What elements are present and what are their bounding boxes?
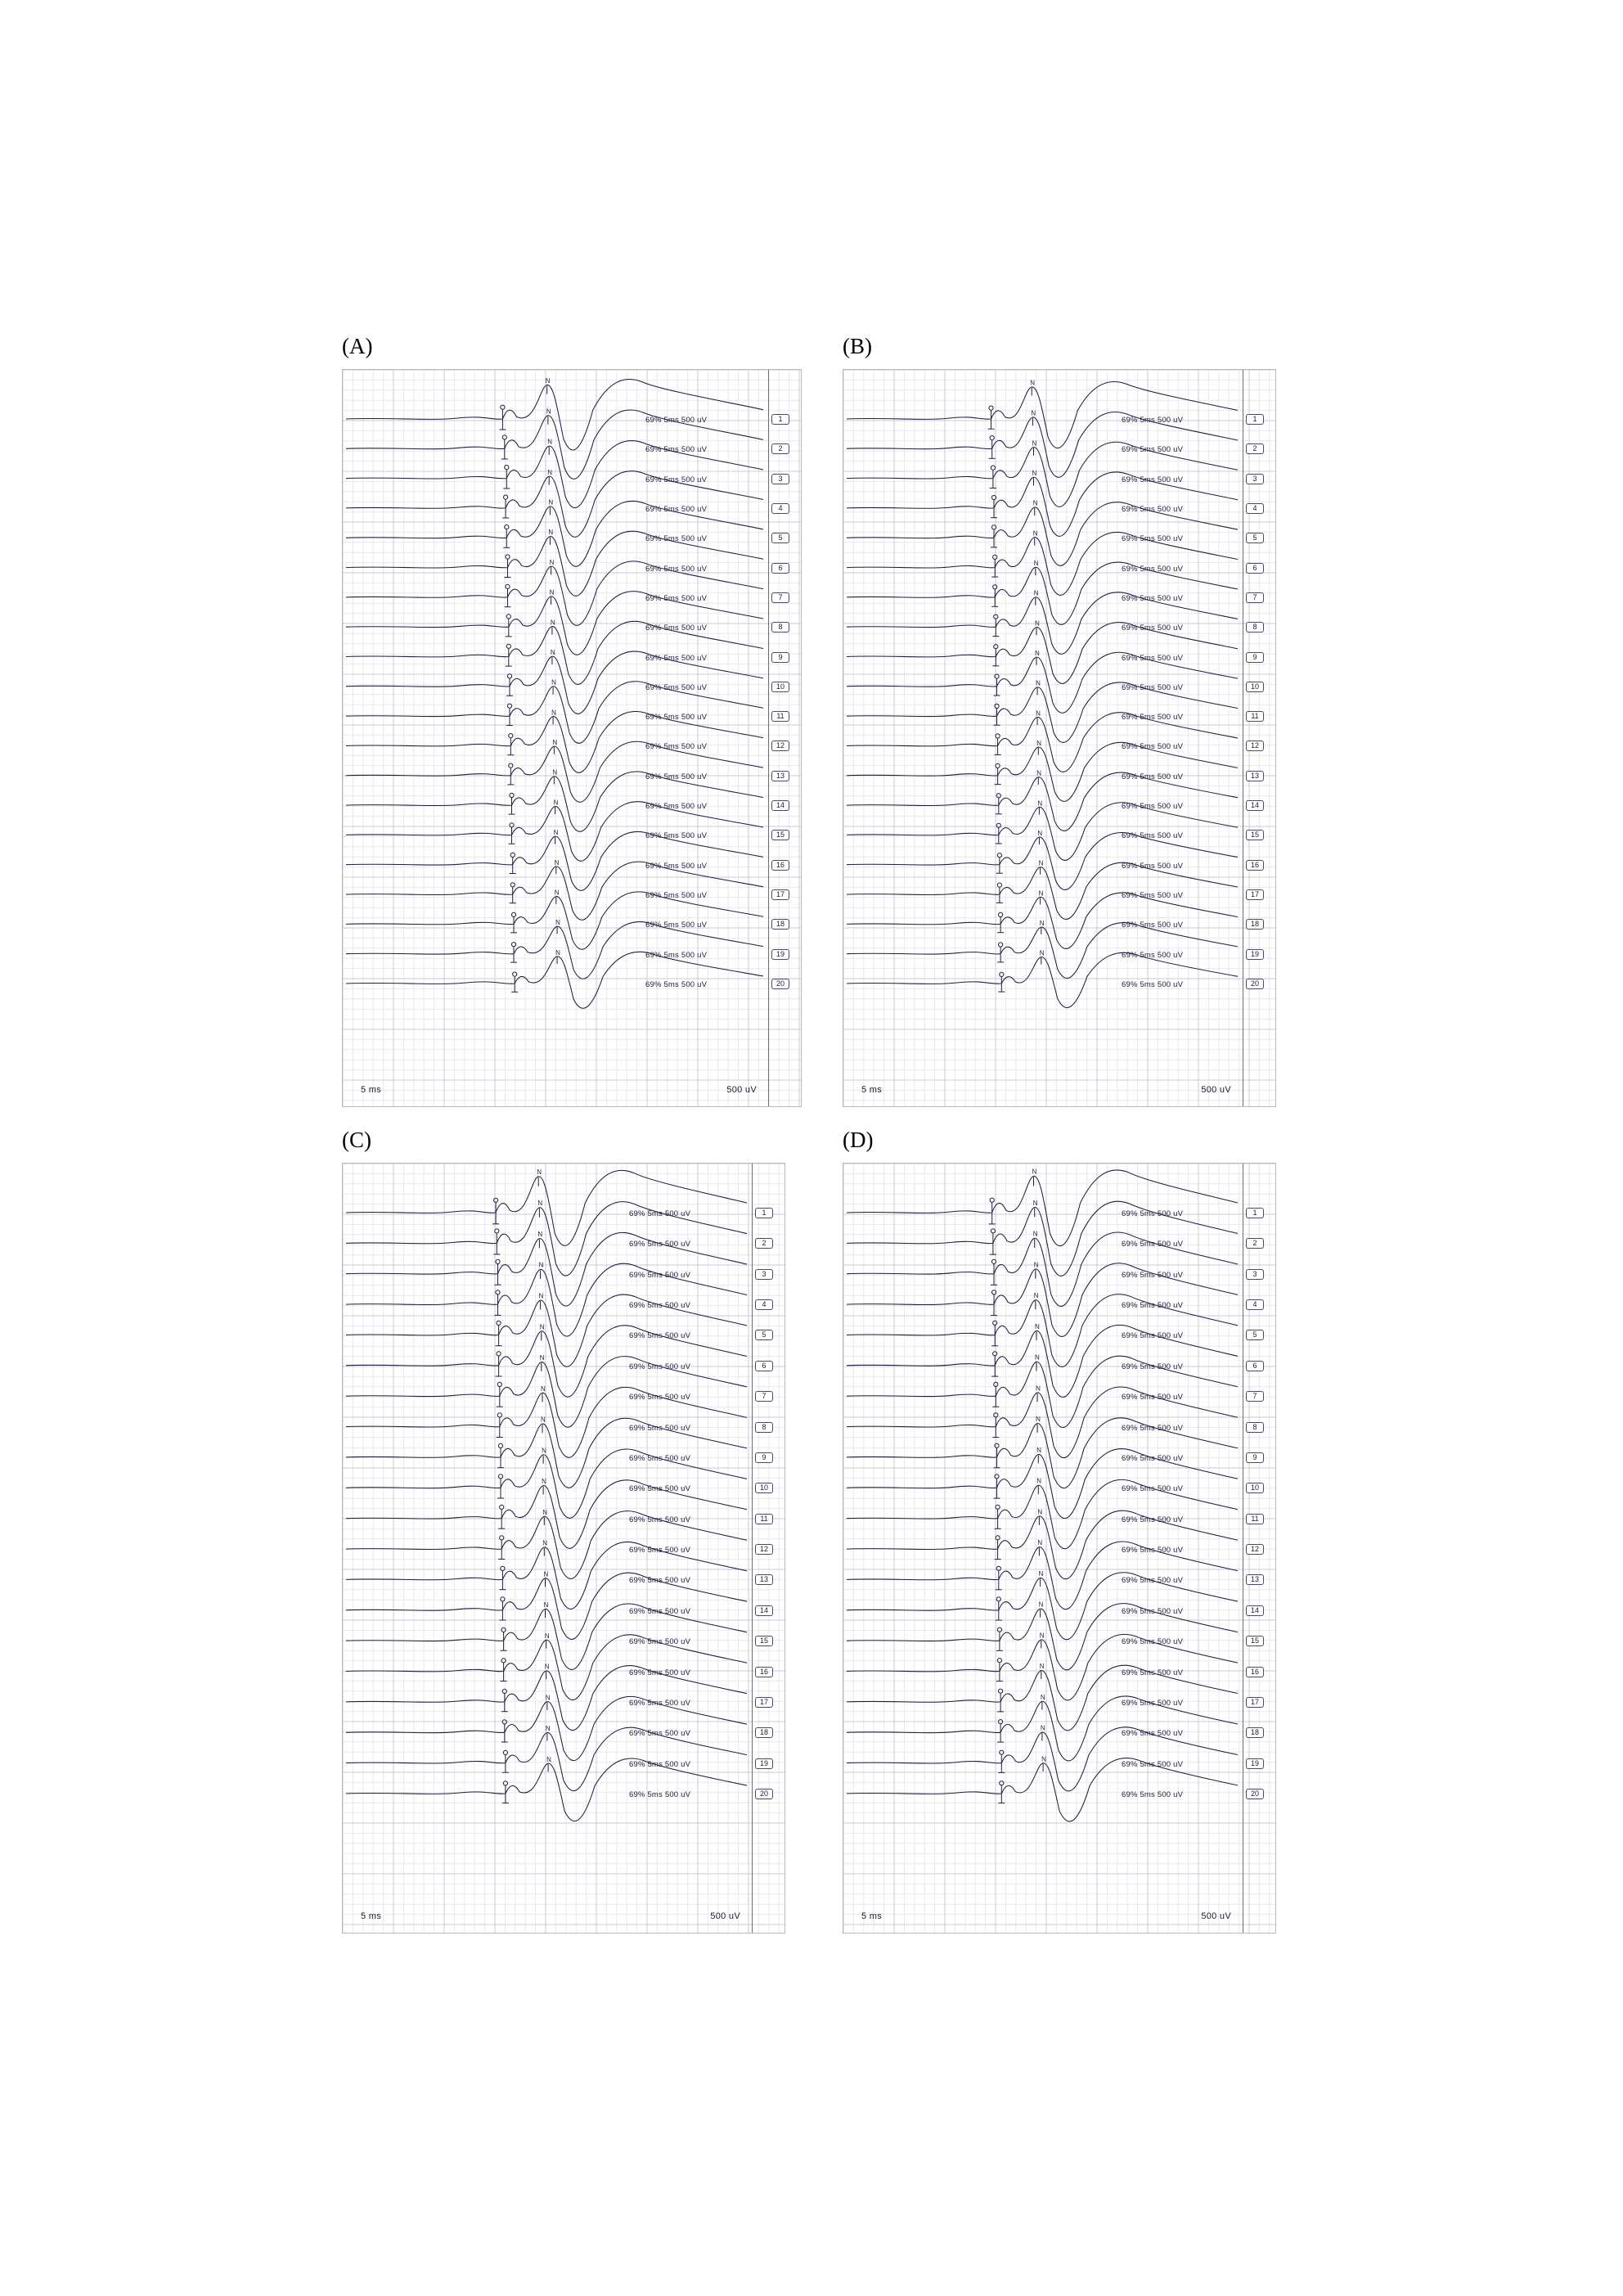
channel-label[interactable]: 2: [771, 443, 789, 454]
channel-label[interactable]: 19: [1246, 949, 1264, 960]
svg-text:N: N: [1033, 1261, 1039, 1269]
channel-label[interactable]: 19: [1246, 1758, 1264, 1769]
channel-label[interactable]: 17: [1246, 1697, 1264, 1708]
svg-text:N: N: [1040, 1724, 1045, 1732]
trace-annotation: 69% 5ms 500 uV: [629, 1301, 691, 1311]
trace-annotation: 69% 5ms 500 uV: [1122, 1453, 1184, 1463]
svg-text:N: N: [1039, 1663, 1045, 1671]
channel-label[interactable]: 10: [755, 1483, 773, 1493]
channel-label[interactable]: 6: [771, 563, 789, 574]
channel-label[interactable]: 9: [755, 1452, 773, 1463]
panel-D-label: (D): [843, 1128, 874, 1152]
trace-annotation: 69% 5ms 500 uV: [645, 445, 708, 455]
svg-text:N: N: [541, 1416, 546, 1424]
trace-annotation: 69% 5ms 500 uV: [629, 1759, 691, 1769]
channel-label[interactable]: 2: [1246, 1238, 1264, 1249]
svg-text:N: N: [551, 678, 556, 687]
trace-annotation: 69% 5ms 500 uV: [645, 475, 708, 484]
trace-annotation: 69% 5ms 500 uV: [1122, 1637, 1184, 1647]
panel-B: [843, 335, 1276, 1107]
channel-label[interactable]: 1: [1246, 414, 1264, 425]
trace-annotation: 69% 5ms 500 uV: [645, 742, 708, 752]
trace-annotation: 69% 5ms 500 uV: [629, 1240, 691, 1249]
channel-label[interactable]: 4: [755, 1299, 773, 1310]
trace-annotation: 69% 5ms 500 uV: [1122, 475, 1184, 484]
svg-text:N: N: [1036, 709, 1041, 718]
panel-B-label: (B): [843, 334, 872, 358]
panel-A-label: (A): [342, 334, 373, 358]
trace-annotations: [343, 1164, 785, 1933]
channel-label[interactable]: 13: [1246, 771, 1264, 781]
trace-annotation: 69% 5ms 500 uV: [1122, 564, 1184, 574]
channel-label[interactable]: 17: [771, 889, 789, 900]
panel-C: [342, 1129, 785, 1934]
svg-text:N: N: [543, 1601, 549, 1609]
channel-label[interactable]: 2: [755, 1238, 773, 1249]
trace-annotation: 69% 5ms 500 uV: [629, 1453, 691, 1463]
trace-annotation: 69% 5ms 500 uV: [629, 1270, 691, 1280]
channel-label[interactable]: 12: [1246, 741, 1264, 751]
trace-annotation: 69% 5ms 500 uV: [645, 564, 708, 574]
svg-text:N: N: [1036, 1446, 1042, 1454]
trace-annotation: 69% 5ms 500 uV: [1122, 1790, 1184, 1799]
channel-label[interactable]: 18: [771, 919, 789, 930]
channel-label[interactable]: 5: [755, 1330, 773, 1340]
svg-text:N: N: [542, 1478, 546, 1486]
trace-annotation: 69% 5ms 500 uV: [1122, 1270, 1184, 1280]
channel-label[interactable]: 17: [755, 1697, 773, 1708]
panel-B-plot: [843, 369, 1276, 1107]
channel-label[interactable]: 11: [1246, 1514, 1264, 1524]
svg-text:N: N: [1032, 529, 1038, 538]
svg-text:N: N: [552, 768, 558, 777]
channel-label[interactable]: 11: [1246, 711, 1264, 722]
svg-text:N: N: [549, 588, 555, 597]
panel-C-label: (C): [342, 1128, 371, 1152]
svg-text:N: N: [538, 1292, 544, 1300]
trace-annotation: 69% 5ms 500 uV: [1122, 950, 1184, 960]
svg-text:N: N: [1035, 1322, 1040, 1330]
trace-annotation: 69% 5ms 500 uV: [1122, 1729, 1184, 1739]
trace-annotation: 69% 5ms 500 uV: [1122, 861, 1184, 871]
panel-C-plot: [342, 1163, 785, 1934]
trace-annotation: 69% 5ms 500 uV: [1122, 534, 1184, 544]
svg-text:N: N: [537, 1200, 543, 1208]
trace-annotation: 69% 5ms 500 uV: [629, 1393, 691, 1402]
trace-annotation: 69% 5ms 500 uV: [645, 713, 708, 723]
channel-label[interactable]: 20: [755, 1789, 773, 1799]
time-scale-label: 5 ms: [361, 1911, 382, 1921]
svg-text:N: N: [554, 858, 560, 867]
svg-text:N: N: [542, 1539, 548, 1547]
svg-text:N: N: [1039, 1632, 1045, 1640]
time-scale-label: 5 ms: [861, 1085, 883, 1095]
svg-text:N: N: [545, 1725, 551, 1733]
svg-text:N: N: [547, 438, 552, 446]
channel-label[interactable]: 14: [771, 800, 789, 811]
trace-annotation: 69% 5ms 500 uV: [1122, 1606, 1184, 1616]
svg-text:N: N: [548, 529, 554, 537]
trace-annotation: 69% 5ms 500 uV: [1122, 802, 1184, 812]
channel-label[interactable]: 16: [771, 860, 789, 871]
svg-text:N: N: [550, 619, 555, 627]
trace-annotation: 69% 5ms 500 uV: [645, 772, 708, 781]
trace-annotation: 69% 5ms 500 uV: [645, 504, 708, 514]
channel-label[interactable]: 15: [1246, 830, 1264, 840]
svg-text:N: N: [1032, 470, 1037, 477]
channel-label[interactable]: 3: [1246, 1269, 1264, 1280]
channel-label[interactable]: 16: [1246, 1667, 1264, 1677]
svg-text:N: N: [1032, 1199, 1038, 1207]
svg-text:N: N: [545, 1694, 551, 1702]
trace-annotation: 69% 5ms 500 uV: [645, 921, 708, 930]
trace-annotation: 69% 5ms 500 uV: [1122, 891, 1184, 901]
channel-label[interactable]: 4: [1246, 503, 1264, 514]
svg-text:N: N: [542, 1447, 546, 1455]
svg-text:N: N: [1038, 859, 1044, 867]
panel-D: [843, 1129, 1276, 1934]
trace-annotations: [343, 370, 801, 1106]
svg-text:N: N: [554, 889, 560, 897]
svg-text:N: N: [1033, 589, 1039, 597]
svg-text:N: N: [1032, 499, 1038, 507]
trace-annotation: 69% 5ms 500 uV: [1122, 504, 1184, 514]
svg-text:N: N: [1038, 1600, 1044, 1609]
svg-text:N: N: [551, 709, 556, 717]
trace-annotation: 69% 5ms 500 uV: [1122, 624, 1184, 633]
amplitude-scale-label: 500 uV: [1201, 1911, 1231, 1921]
panel-A-plot: [342, 369, 802, 1107]
trace-annotation: 69% 5ms 500 uV: [629, 1362, 691, 1371]
channel-label[interactable]: 8: [1246, 622, 1264, 633]
trace-annotation: 69% 5ms 500 uV: [1122, 980, 1184, 989]
trace-annotations: [843, 1164, 1275, 1933]
channel-label[interactable]: 6: [1246, 1361, 1264, 1371]
channel-label[interactable]: 17: [1246, 889, 1264, 900]
trace-annotation: 69% 5ms 500 uV: [1122, 593, 1184, 603]
trace-annotation: 69% 5ms 500 uV: [645, 593, 708, 603]
channel-label[interactable]: 10: [1246, 1483, 1264, 1493]
svg-text:N: N: [555, 919, 560, 927]
trace-annotation: 69% 5ms 500 uV: [629, 1484, 691, 1494]
svg-text:N: N: [1041, 1755, 1046, 1763]
panel-A: [342, 335, 802, 1107]
channel-label[interactable]: 15: [1246, 1636, 1264, 1646]
trace-annotation: 69% 5ms 500 uV: [1122, 1331, 1184, 1341]
svg-text:N: N: [538, 1261, 544, 1269]
channel-label[interactable]: 9: [1246, 652, 1264, 663]
trace-annotation: 69% 5ms 500 uV: [1122, 1209, 1184, 1218]
trace-annotation: 69% 5ms 500 uV: [645, 416, 708, 425]
channel-label[interactable]: 11: [771, 711, 789, 722]
svg-text:N: N: [1036, 679, 1041, 687]
time-scale-label: 5 ms: [361, 1085, 382, 1095]
svg-text:N: N: [1038, 889, 1044, 898]
trace-annotation: 69% 5ms 500 uV: [645, 861, 708, 871]
trace-annotation: 69% 5ms 500 uV: [1122, 1301, 1184, 1311]
panel-D-plot: [843, 1163, 1276, 1934]
trace-annotation: 69% 5ms 500 uV: [1122, 1393, 1184, 1402]
trace-annotation: 69% 5ms 500 uV: [1122, 416, 1184, 425]
channel-label[interactable]: 8: [755, 1422, 773, 1433]
amplitude-scale-label: 500 uV: [1201, 1085, 1231, 1095]
svg-text:N: N: [545, 376, 551, 385]
svg-text:N: N: [1037, 1539, 1043, 1547]
channel-label[interactable]: 20: [771, 979, 789, 989]
trace-annotation: 69% 5ms 500 uV: [1122, 772, 1184, 781]
channel-label[interactable]: 13: [755, 1574, 773, 1585]
svg-text:N: N: [543, 1570, 549, 1578]
svg-text:N: N: [550, 648, 555, 656]
svg-text:N: N: [1036, 1384, 1041, 1393]
svg-text:N: N: [1031, 409, 1036, 417]
svg-text:N: N: [553, 799, 559, 807]
channel-label[interactable]: 18: [1246, 1727, 1264, 1738]
trace-annotation: 69% 5ms 500 uV: [629, 1515, 691, 1524]
channel-label[interactable]: 4: [771, 503, 789, 514]
channel-label[interactable]: 3: [771, 474, 789, 484]
svg-text:N: N: [1036, 1416, 1041, 1424]
trace-annotation: 69% 5ms 500 uV: [629, 1546, 691, 1555]
svg-text:N: N: [1033, 560, 1039, 567]
channel-label[interactable]: 7: [1246, 1391, 1264, 1402]
channel-label[interactable]: 11: [755, 1514, 773, 1524]
svg-text:N: N: [539, 1323, 545, 1331]
trace-annotation: 69% 5ms 500 uV: [1122, 1576, 1184, 1586]
trace-annotation: 69% 5ms 500 uV: [645, 891, 708, 901]
trace-annotation: 69% 5ms 500 uV: [629, 1423, 691, 1433]
channel-label[interactable]: 6: [755, 1361, 773, 1371]
channel-label[interactable]: 18: [1246, 919, 1264, 930]
channel-label[interactable]: 1: [1246, 1208, 1264, 1218]
svg-text:N: N: [1035, 650, 1040, 657]
svg-text:N: N: [1039, 949, 1045, 957]
svg-text:N: N: [549, 558, 555, 566]
trace-annotation: 69% 5ms 500 uV: [629, 1637, 691, 1647]
trace-annotations: [843, 370, 1275, 1106]
channel-label[interactable]: 8: [1246, 1422, 1264, 1433]
svg-text:N: N: [1039, 920, 1045, 928]
svg-text:N: N: [537, 1168, 542, 1177]
channel-label[interactable]: 5: [1246, 1330, 1264, 1340]
trace-annotation: 69% 5ms 500 uV: [629, 1790, 691, 1799]
channel-label[interactable]: 12: [771, 741, 789, 751]
channel-label[interactable]: 3: [1246, 474, 1264, 484]
trace-annotation: 69% 5ms 500 uV: [645, 624, 708, 633]
channel-label[interactable]: 1: [771, 414, 789, 425]
channel-label[interactable]: 16: [1246, 860, 1264, 871]
trace-annotation: 69% 5ms 500 uV: [1122, 1362, 1184, 1371]
trace-annotation: 69% 5ms 500 uV: [645, 980, 708, 989]
svg-text:N: N: [1030, 379, 1035, 387]
svg-text:N: N: [552, 739, 558, 746]
trace-annotation: 69% 5ms 500 uV: [629, 1698, 691, 1708]
trace-annotation: 69% 5ms 500 uV: [645, 534, 708, 544]
trace-annotation: 69% 5ms 500 uV: [1122, 921, 1184, 930]
svg-text:N: N: [537, 1231, 543, 1238]
channel-label[interactable]: 9: [771, 652, 789, 663]
svg-text:N: N: [546, 1755, 551, 1763]
trace-annotation: 69% 5ms 500 uV: [629, 1331, 691, 1341]
trace-annotation: 69% 5ms 500 uV: [1122, 682, 1184, 692]
channel-label[interactable]: 19: [755, 1758, 773, 1769]
trace-annotation: 69% 5ms 500 uV: [629, 1209, 691, 1218]
channel-label[interactable]: 16: [755, 1667, 773, 1677]
channel-label[interactable]: 5: [771, 533, 789, 543]
trace-annotation: 69% 5ms 500 uV: [1122, 1423, 1184, 1433]
trace-annotation: 69% 5ms 500 uV: [645, 682, 708, 692]
svg-text:N: N: [1032, 1168, 1037, 1176]
channel-label[interactable]: 20: [1246, 979, 1264, 989]
channel-label[interactable]: 9: [1246, 1452, 1264, 1463]
channel-label[interactable]: 14: [1246, 800, 1264, 811]
channel-label[interactable]: 3: [755, 1269, 773, 1280]
svg-text:N: N: [548, 498, 554, 506]
channel-label[interactable]: 10: [771, 682, 789, 692]
trace-annotation: 69% 5ms 500 uV: [645, 831, 708, 841]
trace-annotation: 69% 5ms 500 uV: [1122, 1546, 1184, 1555]
channel-label[interactable]: 2: [1246, 443, 1264, 454]
trace-annotation: 69% 5ms 500 uV: [629, 1576, 691, 1586]
trace-annotation: 69% 5ms 500 uV: [1122, 1668, 1184, 1677]
svg-text:N: N: [1040, 1694, 1045, 1701]
channel-label[interactable]: 14: [755, 1605, 773, 1616]
svg-text:N: N: [544, 1663, 550, 1671]
channel-label[interactable]: 4: [1246, 1299, 1264, 1310]
trace-annotation: 69% 5ms 500 uV: [1122, 713, 1184, 723]
svg-text:N: N: [1037, 1508, 1043, 1516]
svg-text:N: N: [539, 1354, 545, 1362]
trace-annotation: 69% 5ms 500 uV: [645, 653, 708, 663]
channel-label[interactable]: 13: [1246, 1574, 1264, 1585]
trace-annotation: 69% 5ms 500 uV: [645, 950, 708, 960]
svg-text:N: N: [1037, 830, 1043, 837]
trace-annotation: 69% 5ms 500 uV: [1122, 1759, 1184, 1769]
svg-text:N: N: [1033, 1292, 1039, 1300]
trace-annotation: 69% 5ms 500 uV: [1122, 1484, 1184, 1494]
svg-text:N: N: [547, 468, 552, 476]
svg-text:N: N: [1035, 1353, 1040, 1362]
trace-annotation: 69% 5ms 500 uV: [1122, 1240, 1184, 1249]
svg-text:N: N: [1036, 740, 1042, 747]
svg-text:N: N: [1038, 1570, 1044, 1578]
trace-annotation: 69% 5ms 500 uV: [1122, 742, 1184, 752]
svg-text:N: N: [541, 1384, 546, 1393]
channel-label[interactable]: 12: [1246, 1544, 1264, 1555]
channel-label[interactable]: 13: [771, 771, 789, 781]
channel-label[interactable]: 8: [771, 622, 789, 633]
channel-label[interactable]: 18: [755, 1727, 773, 1738]
svg-text:N: N: [1037, 799, 1043, 808]
amplitude-scale-label: 500 uV: [710, 1911, 740, 1921]
svg-text:N: N: [544, 1632, 550, 1640]
trace-annotation: 69% 5ms 500 uV: [1122, 831, 1184, 841]
trace-annotation: 69% 5ms 500 uV: [629, 1729, 691, 1739]
channel-label[interactable]: 20: [1246, 1789, 1264, 1799]
amplitude-scale-label: 500 uV: [726, 1085, 757, 1095]
trace-annotation: 69% 5ms 500 uV: [1122, 653, 1184, 663]
channel-label[interactable]: 12: [755, 1544, 773, 1555]
svg-text:N: N: [1032, 1230, 1038, 1238]
channel-label[interactable]: 15: [755, 1636, 773, 1646]
channel-label[interactable]: 5: [1246, 533, 1264, 543]
trace-annotation: 69% 5ms 500 uV: [1122, 1515, 1184, 1524]
channel-label[interactable]: 7: [771, 592, 789, 603]
svg-text:N: N: [542, 1508, 548, 1516]
channel-label[interactable]: 6: [1246, 563, 1264, 574]
channel-label[interactable]: 10: [1246, 682, 1264, 692]
svg-text:N: N: [1036, 769, 1042, 777]
svg-text:N: N: [553, 829, 559, 837]
svg-text:N: N: [555, 948, 560, 957]
svg-text:N: N: [1036, 1477, 1042, 1485]
trace-annotation: 69% 5ms 500 uV: [629, 1668, 691, 1677]
svg-text:N: N: [1032, 439, 1037, 448]
svg-text:N: N: [1035, 619, 1040, 628]
channel-label[interactable]: 14: [1246, 1605, 1264, 1616]
trace-annotation: 69% 5ms 500 uV: [629, 1606, 691, 1616]
channel-label[interactable]: 7: [755, 1391, 773, 1402]
channel-label[interactable]: 7: [1246, 592, 1264, 603]
channel-label[interactable]: 15: [771, 830, 789, 840]
channel-label[interactable]: 19: [771, 949, 789, 960]
svg-text:N: N: [546, 407, 551, 416]
time-scale-label: 5 ms: [861, 1911, 883, 1921]
trace-annotation: 69% 5ms 500 uV: [645, 802, 708, 812]
channel-label[interactable]: 1: [755, 1208, 773, 1218]
trace-annotation: 69% 5ms 500 uV: [1122, 445, 1184, 455]
trace-annotation: 69% 5ms 500 uV: [1122, 1698, 1184, 1708]
